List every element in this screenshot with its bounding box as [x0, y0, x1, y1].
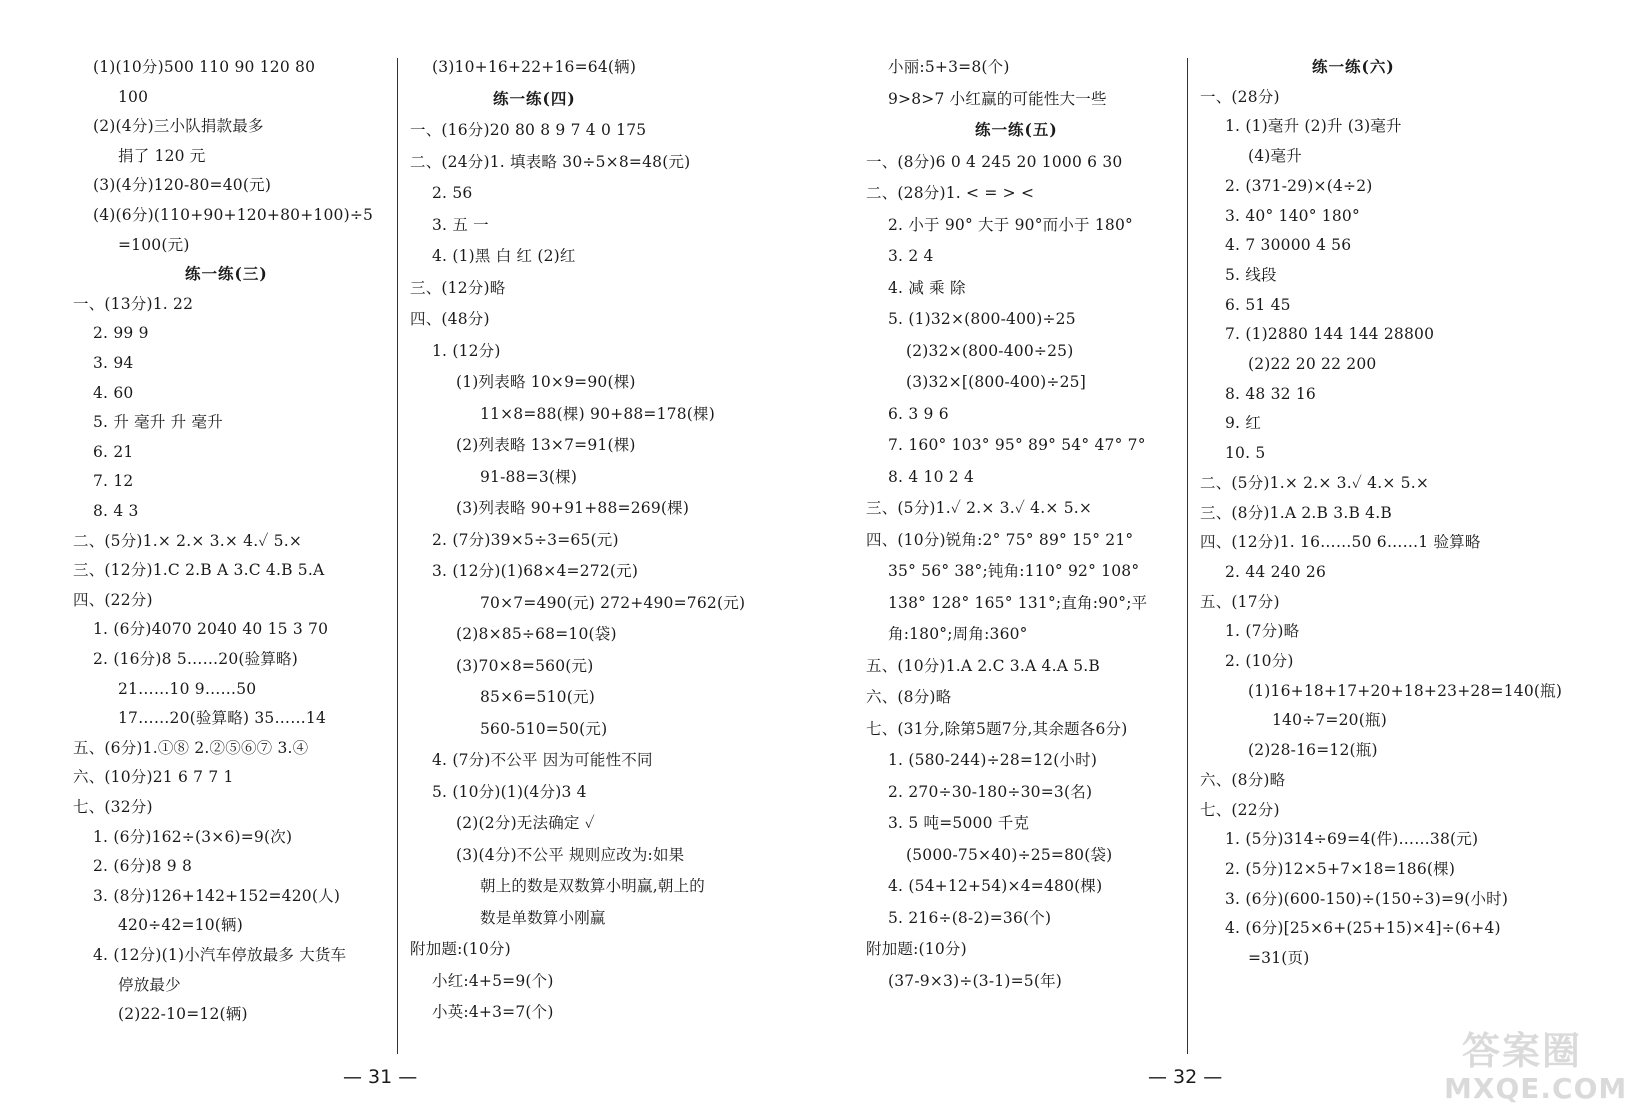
answer-line: 一、(28分)	[1200, 87, 1280, 106]
answer-line: (2)28-16=12(瓶)	[1248, 741, 1378, 760]
answer-line: 2. 99 9	[93, 324, 149, 343]
answer-line: (1)(10分)500 110 90 120 80	[93, 58, 316, 76]
answer-line: 70×7=490(元) 272+490=762(元)	[480, 593, 746, 612]
answer-line: 8. 4 3	[93, 502, 139, 520]
answer-line: 2. 44 240 26	[1225, 562, 1327, 581]
answer-line: (3)(4分)不公平 规则应改为:如果	[456, 845, 685, 864]
answer-line: 4. 7 30000 4 56	[1225, 236, 1352, 255]
answer-line: 8. 4 10 2 4	[888, 467, 975, 486]
answer-line: 1. (580-244)÷28=12(小时)	[888, 751, 1098, 769]
answer-line: 五、(10分)1.A 2.C 3.A 4.A 5.B	[866, 656, 1100, 675]
answer-line: 附加题:(10分)	[866, 940, 967, 958]
page-number-32: — 32 —	[1148, 1066, 1223, 1088]
answer-line: 1. (7分)略	[1225, 622, 1300, 641]
answer-line: 1. (6分)162÷(3×6)=9(次)	[93, 827, 293, 846]
answer-line: 2. (6分)8 9 8	[93, 857, 193, 876]
answer-line: 10. 5	[1225, 444, 1266, 463]
answer-line: 4. 减 乘 除	[888, 278, 966, 297]
answer-line: 四、(22分)	[73, 590, 153, 609]
answer-line: 5. 升 毫升 升 毫升	[93, 413, 223, 432]
answer-line: 2. 270÷30-180÷30=3(名)	[888, 782, 1093, 801]
answer-line: 5. (1)32×(800-400)÷25	[888, 310, 1076, 328]
answer-line: (3)10+16+22+16=64(辆)	[432, 58, 637, 76]
answer-line: 四、(48分)	[410, 310, 490, 328]
answer-line: 100	[118, 87, 149, 106]
answer-line: (5000-75×40)÷25=80(袋)	[906, 845, 1113, 864]
answer-line: (3)(4分)120-80=40(元)	[93, 176, 272, 195]
section-heading: 练一练(五)	[975, 120, 1058, 139]
answer-line: 1. (1)毫升 (2)升 (3)毫升	[1225, 117, 1402, 136]
answer-line: 4. (1)黑 白 红 (2)红	[432, 247, 576, 265]
answer-line: 角:180°;周角:360°	[888, 625, 1028, 643]
section-heading: 练一练(四)	[493, 88, 576, 108]
answer-line: 1. (5分)314÷69=4(件)……38(元)	[1225, 830, 1479, 849]
answer-line: 捐了 120 元	[118, 146, 206, 165]
answer-line: 三、(12分)1.C 2.B A 3.C 4.B 5.A	[73, 561, 325, 580]
answer-line: 21……10 9……50	[118, 679, 257, 698]
section-heading: 练一练(三)	[185, 264, 268, 284]
answer-line: 138° 128° 165° 131°;直角:90°;平	[888, 593, 1148, 612]
answer-line: 35° 56° 38°;钝角:110° 92° 108°	[888, 562, 1140, 580]
answer-line: (3)32×[(800-400)÷25]	[906, 373, 1086, 391]
answer-line: (2)32×(800-400÷25)	[906, 341, 1074, 360]
answer-line: 3. 五 一	[432, 215, 489, 234]
answer-line: 140÷7=20(瓶)	[1272, 711, 1387, 730]
answer-line: (3)列表略 90+91+88=269(棵)	[456, 499, 690, 517]
page-number-31: — 31 —	[343, 1066, 418, 1088]
watermark-logo	[1442, 1020, 1627, 1108]
answer-line: 二、(5分)1.× 2.× 3.✓ 4.× 5.×	[1200, 473, 1430, 492]
answer-line: (2)22 20 22 200	[1248, 355, 1377, 373]
answer-line: 11×8=88(棵) 90+88=178(棵)	[480, 404, 716, 423]
answer-line: 2. (7分)39×5÷3=65(元)	[432, 530, 619, 549]
answer-line: 五、(17分)	[1200, 592, 1280, 611]
answer-line: (2)8×85÷68=10(袋)	[456, 625, 617, 643]
answer-line: 四、(10分)锐角:2° 75° 89° 15° 21°	[866, 530, 1134, 549]
watermark-url: MXQE.COM	[1444, 1072, 1627, 1105]
answer-line: 一、(8分)6 0 4 245 20 1000 6 30	[866, 152, 1123, 171]
answer-line: 朝上的数是双数算小明赢,朝上的	[480, 877, 705, 895]
answer-line: 5. 线段	[1225, 265, 1277, 284]
answer-line: 7. 160° 103° 95° 89° 54° 47° 7°	[888, 436, 1146, 454]
answer-line: (2)列表略 13×7=91(棵)	[456, 436, 636, 454]
answer-line: (4)(6分)(110+90+120+80+100)÷5	[93, 206, 374, 224]
answer-line: 4. (12分)(1)小汽车停放最多 大货车	[93, 946, 347, 964]
answer-line: 9. 红	[1225, 414, 1262, 433]
answer-line: 17……20(验算略) 35……14	[118, 709, 327, 728]
answer-line: 3. (12分)(1)68×4=272(元)	[432, 562, 639, 580]
answer-line: 2. (5分)12×5+7×18=186(棵)	[1225, 859, 1456, 878]
answer-line: 三、(12分)略	[410, 278, 506, 297]
answer-line: 小英:4+3=7(个)	[432, 1003, 554, 1021]
answer-line: 4. (6分)[25×6+(25+15)×4]÷(6+4)	[1225, 919, 1501, 938]
answer-line: 4. 60	[93, 383, 134, 402]
answer-line: 9>8>7 小红赢的可能性大一些	[888, 89, 1107, 108]
answer-line: (37-9×3)÷(3-1)=5(年)	[888, 971, 1063, 990]
answer-line: 附加题:(10分)	[410, 940, 511, 958]
answer-line: =100(元)	[118, 235, 190, 254]
answer-line: 420÷42=10(辆)	[118, 916, 243, 935]
answer-line: 三、(8分)1.A 2.B 3.B 4.B	[1200, 503, 1392, 522]
answer-line: 二、(28分)1. < = > <	[866, 184, 1035, 202]
answer-line: (2)(2分)无法确定 ✓	[456, 814, 595, 832]
answer-line: 二、(5分)1.× 2.× 3.× 4.✓ 5.×	[73, 531, 303, 550]
answer-line: 6. 3 9 6	[888, 404, 949, 423]
answer-line: 3. (8分)126+142+152=420(人)	[93, 886, 341, 905]
answer-line: (1)16+18+17+20+18+23+28=140(瓶)	[1248, 681, 1563, 700]
column-divider-left	[397, 58, 398, 1054]
answer-line: 4. (54+12+54)×4=480(棵)	[888, 877, 1103, 895]
answer-line: 8. 48 32 16	[1225, 384, 1316, 403]
answer-line: 一、(16分)20 80 8 9 7 4 0 175	[410, 121, 647, 139]
answer-line: 85×6=510(元)	[480, 688, 595, 706]
answer-line: 91-88=3(棵)	[480, 467, 578, 486]
answer-line: 小红:4+5=9(个)	[432, 971, 554, 990]
answer-line: =31(页)	[1248, 949, 1310, 967]
answer-line: 四、(12分)1. 16……50 6……1 验算略	[1200, 533, 1481, 552]
answer-line: 七、(22分)	[1200, 800, 1280, 819]
answer-line: 小丽:5+3=8(个)	[888, 58, 1010, 76]
answer-line: 1. (12分)	[432, 341, 501, 360]
answer-line: 3. 5 吨=5000 千克	[888, 814, 1030, 832]
answer-line: (2)22-10=12(辆)	[118, 1005, 248, 1024]
answer-line: 六、(10分)21 6 7 7 1	[73, 768, 234, 787]
answer-line: 5. (10分)(1)(4分)3 4	[432, 782, 587, 801]
answer-line: 2. 小于 90° 大于 90°而小于 180°	[888, 215, 1134, 234]
answer-line: (2)(4分)三小队捐款最多	[93, 117, 264, 136]
answer-line: 560-510=50(元)	[480, 719, 608, 738]
answer-line: (3)70×8=560(元)	[456, 656, 594, 675]
answer-line: 4. (7分)不公平 因为可能性不同	[432, 751, 653, 769]
answer-line: 一、(13分)1. 22	[73, 294, 194, 313]
answer-line: 二、(24分)1. 填表略 30÷5×8=48(元)	[410, 152, 691, 171]
answer-line: 五、(6分)1.①⑧ 2.②⑤⑥⑦ 3.④	[73, 738, 309, 757]
answer-line: (1)列表略 10×9=90(棵)	[456, 373, 636, 391]
answer-line: 2. (16分)8 5……20(验算略)	[93, 650, 299, 668]
section-heading: 练一练(六)	[1312, 57, 1395, 76]
answer-line: (4)毫升	[1248, 147, 1302, 166]
answer-line: 1. (6分)4070 2040 40 15 3 70	[93, 620, 329, 639]
watermark-text: 答案圈	[1462, 1029, 1583, 1073]
answer-line: 六、(8分)略	[866, 688, 952, 706]
answer-line: 七、(31分,除第5题7分,其余题各6分)	[866, 719, 1128, 738]
answer-line: 2. 56	[432, 184, 473, 202]
answer-line: 3. 94	[93, 354, 134, 372]
answer-line: 3. 40° 140° 180°	[1225, 206, 1360, 225]
answer-line: 6. 21	[93, 442, 134, 461]
answer-line: 2. (371-29)×(4÷2)	[1225, 176, 1373, 195]
answer-line: 7. 12	[93, 472, 134, 491]
answer-line: 停放最少	[118, 975, 181, 994]
answer-line: 7. (1)2880 144 144 28800	[1225, 325, 1435, 344]
answer-line: 2. (10分)	[1225, 652, 1294, 670]
answer-line: 6. 51 45	[1225, 295, 1291, 314]
answer-line: 5. 216÷(8-2)=36(个)	[888, 908, 1052, 927]
answer-line: 3. 2 4	[888, 247, 934, 265]
answer-line: 数是单数算小刚赢	[480, 908, 606, 927]
column-divider-right	[1187, 58, 1188, 1054]
answer-line: 七、(32分)	[73, 798, 153, 816]
answer-line: 3. (6分)(600-150)÷(150÷3)=9(小时)	[1225, 889, 1509, 908]
answer-line: 六、(8分)略	[1200, 770, 1286, 789]
answer-line: 三、(5分)1.✓ 2.× 3.✓ 4.× 5.×	[866, 499, 1093, 517]
